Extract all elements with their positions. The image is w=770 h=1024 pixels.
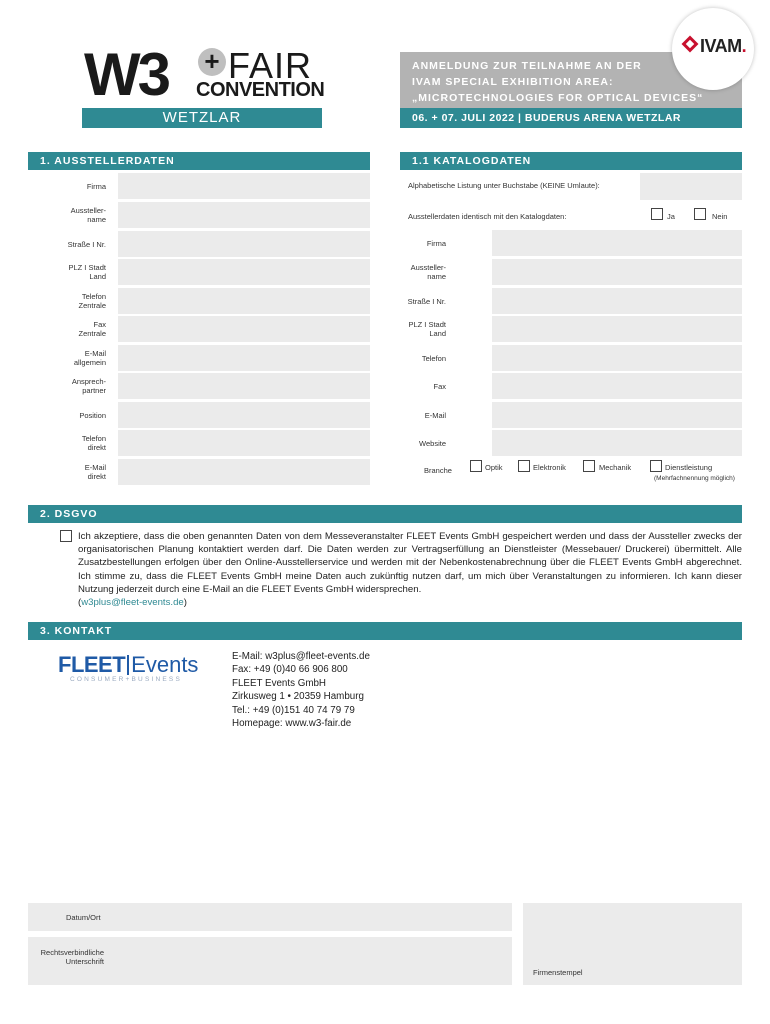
ivam-wordmark: IVAM.	[700, 36, 747, 56]
signature-label: Rechtsverbindliche Unterschrift	[40, 948, 104, 966]
alphabetical-letter-field[interactable]	[640, 173, 742, 200]
exhibitor-field-input[interactable]	[118, 316, 370, 342]
catalog-field-row	[400, 402, 742, 428]
fleet-logo-tagline: CONSUMER+BUSINESS	[70, 676, 182, 683]
exhibitor-field-row	[28, 430, 370, 456]
identical-no-label: Nein	[712, 212, 728, 221]
contact-company: FLEET Events GmbH	[232, 677, 327, 689]
catalog-field-input[interactable]	[492, 345, 742, 371]
exhibitor-field-input[interactable]	[118, 430, 370, 456]
exhibitor-field-label: Firma	[86, 181, 106, 191]
exhibitor-field-input[interactable]	[118, 459, 370, 485]
section-3-title: 3. KONTAKT	[28, 622, 742, 640]
exhibitor-field-label: E-Mail direkt	[84, 463, 106, 481]
dsgvo-email-close: )	[183, 597, 187, 609]
exhibitor-field-label: PLZ I Stadt Land	[68, 263, 106, 281]
catalog-field-input[interactable]	[492, 430, 742, 456]
alphabetical-listing-label: Alphabetische Listung unter Buchstabe (KEINE Umlaute):	[408, 181, 600, 190]
exhibitor-field-label: Fax Zentrale	[78, 320, 106, 338]
identical-data-label: Ausstellerdaten identisch mit den Katalogdaten:	[408, 212, 567, 221]
identical-no-checkbox[interactable]	[694, 208, 706, 220]
exhibitor-field-input[interactable]	[118, 345, 370, 371]
contact-fax: Fax: +49 (0)40 66 906 800	[232, 664, 348, 676]
contact-email: E-Mail: w3plus@fleet-events.de	[232, 651, 370, 662]
exhibitor-field-label: E-Mail allgemein	[73, 349, 106, 367]
catalog-field-input[interactable]	[492, 373, 742, 399]
date-place-label: Datum/Ort	[66, 913, 101, 922]
contact-phone: Tel.: +49 (0)151 40 74 79 79	[232, 704, 355, 716]
logo-fair: FAIR	[228, 45, 313, 86]
exhibitor-field-input[interactable]	[118, 402, 370, 428]
identical-yes-label: Ja	[667, 212, 675, 221]
catalog-field-row	[400, 259, 742, 285]
catalog-field-label: E-Mail	[424, 410, 446, 420]
catalog-field-label: Aussteller- name	[410, 263, 446, 281]
exhibitor-field-input[interactable]	[118, 231, 370, 257]
exhibitor-field-row	[28, 373, 370, 399]
fleet-logo-events: Events	[131, 652, 199, 677]
catalog-field-row	[400, 316, 742, 342]
catalog-field-input[interactable]	[492, 230, 742, 256]
catalog-field-label: Website	[419, 438, 446, 448]
catalog-field-input[interactable]	[492, 402, 742, 428]
catalog-field-row	[400, 373, 742, 399]
exhibitor-field-label: Aussteller- name	[70, 206, 106, 224]
exhibitor-field-input[interactable]	[118, 288, 370, 314]
section-1-title: 1. AUSSTELLERDATEN	[28, 152, 370, 170]
dsgvo-email-open: (	[78, 597, 82, 609]
section-2-title: 2. DSGVO	[28, 505, 742, 523]
contact-homepage: Homepage: www.w3-fair.de	[232, 718, 352, 730]
branche-optik-checkbox[interactable]	[470, 460, 482, 472]
catalog-field-input[interactable]	[492, 316, 742, 342]
contact-address: Zirkusweg 1 • 20359 Hamburg	[232, 691, 364, 703]
exhibitor-field-row	[28, 202, 370, 228]
exhibitor-field-label: Ansprech- partner	[71, 377, 106, 395]
dsgvo-body: Ich akzeptiere, dass die oben genannten Daten von dem Messeveranstalter FLEET Events GmbH gespeichert werden und dass der Aussteller zwecks der organisatorischen Planung kontaktiert werden darf. Die Daten werden zur Vertragserfüllung an Dienstleister (Messebauer/ Druckerei) übermittelt. Alle Zusatzbestellungen erfolgen über den Online-Ausstellerservice und werden mit der Nebenkostenabrechnung über die FLEET Events GmbH abgerechnet. Ich stimme zu, dass die FLEET Events GmbH meine Daten auch zukünftig nutzen darf, um mich über Veranstaltungen zu informieren. Ich kann dieser Nutzung jederzeit durch eine E-Mail an die FLEET Events GmbH widersprechen.	[78, 531, 742, 595]
banner-line: „MICROTECHNOLOGIES FOR OPTICAL DEVICES“	[412, 92, 704, 104]
exhibitor-field-label: Telefon direkt	[81, 434, 106, 452]
w3-fair-logo	[82, 41, 325, 132]
catalog-field-row	[400, 230, 742, 256]
branche-dienstleistung-label: Dienstleistung	[665, 463, 713, 472]
catalog-field-label: Fax	[433, 381, 446, 391]
branche-elektronik-checkbox[interactable]	[518, 460, 530, 472]
exhibitor-field-input[interactable]	[118, 259, 370, 285]
ivam-logo	[672, 8, 754, 90]
contact-details	[232, 650, 370, 730]
exhibitor-field-row	[28, 459, 370, 485]
identical-yes-checkbox[interactable]	[651, 208, 663, 220]
branche-elektronik-label: Elektronik	[533, 463, 566, 472]
section-1-1-title: 1.1 KATALOGDATEN	[400, 152, 742, 170]
catalog-field-input[interactable]	[492, 288, 742, 314]
catalog-field-label: PLZ I Stadt Land	[408, 320, 446, 338]
ivam-diamond-icon	[682, 36, 699, 53]
catalog-field-row	[400, 288, 742, 314]
catalog-field-label: Straße I Nr.	[407, 296, 446, 306]
company-stamp-label: Firmenstempel	[533, 968, 583, 977]
branche-mechanik-checkbox[interactable]	[583, 460, 595, 472]
catalog-field-row	[400, 345, 742, 371]
banner-line: ANMELDUNG ZUR TEILNAHME AN DER	[412, 60, 642, 72]
branche-optik-label: Optik	[485, 463, 503, 472]
dsgvo-consent-checkbox[interactable]	[60, 530, 72, 542]
exhibitor-field-label: Straße I Nr.	[67, 239, 106, 249]
logo-w3: W3	[84, 41, 168, 108]
dsgvo-consent-text	[78, 530, 742, 609]
catalog-field-label: Telefon	[421, 353, 446, 363]
exhibitor-field-input[interactable]	[118, 173, 370, 199]
logo-convention: CONVENTION	[196, 79, 325, 101]
banner-line: IVAM SPECIAL EXHIBITION AREA:	[412, 76, 614, 88]
exhibitor-field-row	[28, 259, 370, 285]
branche-dienstleistung-checkbox[interactable]	[650, 460, 662, 472]
logo-city: WETZLAR	[82, 108, 322, 128]
event-date: 06. + 07. JULI 2022 | BUDERUS ARENA WETZLAR	[400, 108, 742, 128]
branche-label: Branche	[424, 466, 452, 475]
exhibitor-field-input[interactable]	[118, 373, 370, 399]
exhibitor-field-row	[28, 173, 370, 199]
fleet-events-logo	[58, 652, 218, 684]
branche-note: (Mehrfachnennung möglich)	[654, 475, 735, 482]
logo-plus-icon: +	[198, 48, 226, 76]
exhibitor-field-row	[28, 345, 370, 371]
exhibitor-field-input[interactable]	[118, 202, 370, 228]
exhibitor-field-row	[28, 231, 370, 257]
branche-mechanik-label: Mechanik	[599, 463, 632, 472]
fleet-logo-fleet: FLEET	[58, 652, 126, 677]
dsgvo-email-link[interactable]: w3plus@fleet-events.de	[81, 597, 184, 609]
exhibitor-field-row	[28, 316, 370, 342]
exhibitor-field-row	[28, 402, 370, 428]
catalog-field-label: Firma	[426, 238, 446, 248]
fleet-logo-separator	[127, 655, 129, 675]
catalog-field-row	[400, 430, 742, 456]
exhibitor-field-row	[28, 288, 370, 314]
exhibitor-field-label: Telefon Zentrale	[78, 292, 106, 310]
exhibitor-field-label: Position	[79, 410, 106, 420]
catalog-field-input[interactable]	[492, 259, 742, 285]
